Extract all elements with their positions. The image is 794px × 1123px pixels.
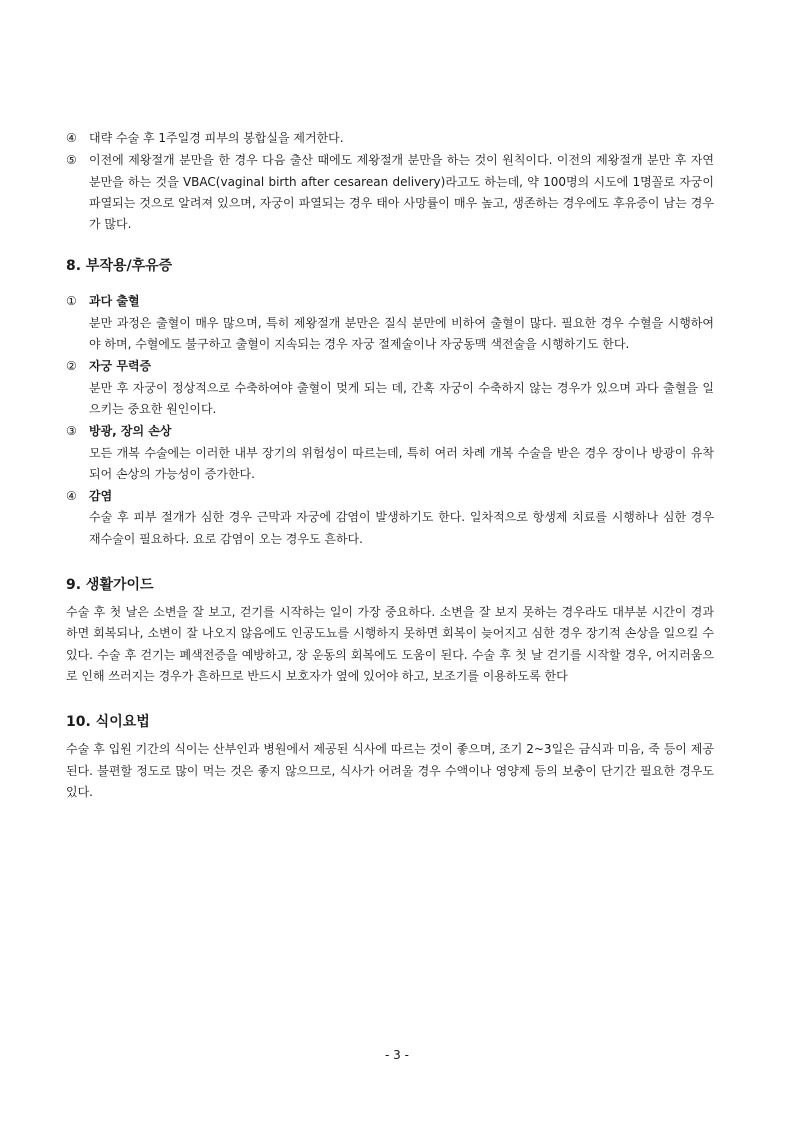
intro-item-5 [66,150,714,235]
item-title: 방광, 장의 손상 [89,424,172,439]
page-content [66,128,714,803]
section-10-paragraph: 수술 후 입원 기간의 식이는 산부인과 병원에서 제공된 식사에 따르는 것이 좋으며, 조기 2~3일은 금식과 미음, 죽 등이 제공된다. 불편할 정도로 많이 먹는 것은 좋지 않으므로, 식사가 어려울 경우 수액이나 영양제 등의 보충이 단기간 필요한 경우도 있다. [66,742,714,799]
item-text: 분만 과정은 출혈이 매우 많으며, 특히 제왕절개 분만은 질식 분만에 비하여 출혈이 많다. 필요한 경우 수혈을 시행하여야 하며, 수혈에도 불구하고 출혈이 지속되는 경우 자궁 절제술이나 자궁동맥 색전술을 시행하기도 한다. [89,315,714,352]
item-text: 모든 개복 수술에는 이러한 내부 장기의 위험성이 따르는데, 특히 여러 차례 개복 수술을 받은 경우 장이나 방광이 유착되어 손상의 가능성이 증가한다. [89,445,714,481]
item-marker: ④ [66,131,77,145]
section-10-heading: 10. 식이요법 [66,714,150,731]
page-number: - 3 - [385,1048,409,1062]
item-marker: ⑤ [66,153,77,168]
side-effect-item-4 [66,486,714,550]
item-text: 이전에 제왕절개 분만을 한 경우 다음 출산 때에도 제왕절개 분만을 하는 것이 원칙이다. 이전의 제왕절개 분만 후 자연 분만을 하는 것을 VBAC(vaginal birth after cesarean delivery)라고도 하는데, 약 100명의 시도에 1명꼴로 자궁이 파열되는 것으로 알려져 있으며, 자궁이 파열되는 경우 태아 사망률이 매우 높고, 생존하는 경우에도 후유증이 남는 경우가 많다. [89,153,714,232]
item-title: 자궁 무력증 [89,359,152,374]
section-8-heading: 8. 부작용/후유증 [66,258,173,275]
intro-item-4 [66,128,714,149]
item-marker: ③ [66,424,77,439]
side-effect-item-2 [66,356,714,420]
section-9-heading: 9. 생활가이드 [66,577,154,594]
item-marker: ① [66,294,77,309]
item-marker: ④ [66,489,77,504]
section-9-paragraph: 수술 후 첫 날은 소변을 잘 보고, 걷기를 시작하는 일이 가장 중요하다. 소변을 잘 보지 못하는 경우라도 대부분 시간이 경과하면 회복되나, 소변이 잘 나오지 않음에도 인공도뇨를 시행하지 못하면 회복이 늦어지고 심한 경우 장기적 손상을 일으킬 수 있다. 수술 후 걷기는 폐색전증을 예방하고, 장 운동의 회복에도 도움이 된다. 수술 후 첫 날 걷기를 시작할 경우, 어지러움으로 인해 쓰러지는 경우가 흔하므로 반드시 보호자가 옆에 있어야 하고, 보조기를 이용하도록 한다 [66,605,714,683]
side-effect-item-3 [66,421,714,485]
item-text: 대략 수술 후 1주일경 피부의 봉합실을 제거한다. [89,131,344,145]
item-title: 감염 [89,489,113,504]
item-marker: ② [66,359,77,374]
item-text: 분만 후 자궁이 정상적으로 수축하여야 출혈이 멎게 되는 데, 간혹 자궁이 수축하지 않는 경우가 있으며 과다 출혈을 일으키는 중요한 원인이다. [89,380,714,416]
item-text: 수술 후 피부 절개가 심한 경우 근막과 자궁에 감염이 발생하기도 한다. 일차적으로 항생제 치료를 시행하나 심한 경우 재수술이 필요하다. 요로 감염이 오는 경우도 흔하다. [89,510,714,546]
item-title: 과다 출혈 [89,294,140,309]
side-effect-item-1 [66,291,714,355]
